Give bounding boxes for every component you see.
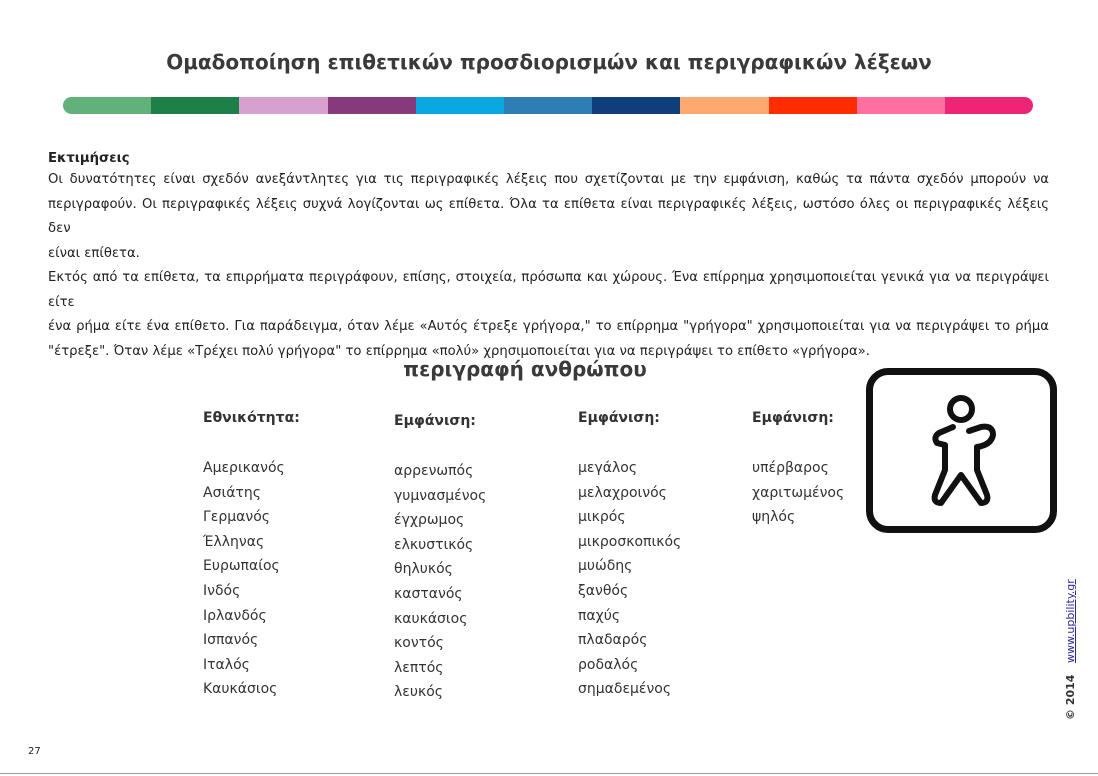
word-item: μυώδης — [578, 558, 633, 575]
word-item: αρρενωπός — [394, 463, 474, 479]
intro-line: "έτρεξε". Όταν λέμε «Τρέχει πολύ γρήγορα" το επίρρημα «πολύ» χρησιμοποιείται για να περιγράψει το επίθετο «γρήγορα». — [48, 343, 870, 359]
color-bar-segment — [416, 97, 504, 114]
word-item: σημαδεμένος — [578, 681, 672, 698]
intro-heading: Εκτιμήσεις — [48, 151, 130, 166]
intro-line: περιγραφούν. Οι περιγραφικές λέξεις συχνά λογίζονται ως επίθετα. Όλα τα επίθετα είναι περιγραφικές λέξεις, ωστόσο όλες οι περιγραφικές λέξεις δεν — [48, 196, 1049, 236]
word-item: καστανός — [394, 585, 463, 602]
word-item: Αμερικανός — [203, 460, 285, 476]
bottom-rule — [0, 773, 1098, 774]
word-item: μικροσκοπικός — [578, 533, 682, 550]
word-item: Ασιάτης — [203, 484, 261, 501]
word-column — [752, 410, 844, 534]
footer-credit — [1064, 579, 1077, 720]
intro-text — [48, 150, 1049, 364]
color-bar-segment — [151, 97, 239, 114]
word-item: χαριτωμένος — [752, 484, 845, 501]
intro-line: Οι δυνατότητες είναι σχεδόν ανεξάντλητες για τις περιγραφικές λέξεις που σχετίζονται με την εμφάνιση, καθώς τα πάντα σχεδόν μπορούν να — [48, 172, 1049, 187]
word-item: Ιταλός — [203, 656, 250, 673]
word-item: Γερμανός — [203, 509, 270, 526]
word-item: λευκός — [394, 684, 443, 701]
page-title: Ομαδοποίηση επιθετικών προσδιορισμών και περιγραφικών λέξεων — [166, 50, 932, 74]
column-header: Εμφάνιση: — [752, 410, 834, 426]
page-number: 27 — [28, 746, 41, 757]
word-item: ψηλός — [752, 509, 796, 526]
word-column — [578, 410, 681, 706]
color-bar-segment — [504, 97, 592, 114]
word-item: καυκάσιος — [394, 610, 468, 627]
word-item: Ευρωπαίος — [203, 558, 280, 575]
word-item: ελκυστικός — [394, 536, 474, 553]
word-item: ροδαλός — [578, 656, 639, 673]
color-bar-segment — [63, 97, 151, 114]
color-bar-segment — [680, 97, 768, 114]
word-column — [203, 410, 300, 706]
word-item: Έλληνας — [203, 533, 265, 550]
column-header: Εθνικότητα: — [203, 410, 300, 426]
word-item: Ινδός — [203, 582, 241, 599]
word-item: γυμνασμένος — [394, 487, 487, 504]
word-item: Ισπανός — [203, 632, 259, 649]
word-item: μικρός — [578, 509, 626, 526]
word-column — [394, 413, 486, 709]
word-item: παχύς — [578, 607, 621, 624]
word-item: Καυκάσιος — [203, 681, 278, 698]
intro-line: ένα ρήμα είτε ένα επίθετο. Για παράδειγμα, όταν λέμε «Αυτός έτρεξε γρήγορα," το επίρρημα "γρήγορα" χρησιμοποιείται για να περιγράψει το ρήμα — [48, 319, 1049, 334]
website-link[interactable]: www.upbility.gr — [1064, 579, 1077, 664]
color-bar — [63, 97, 1033, 114]
intro-line: Εκτός από τα επίθετα, τα επιρρήματα περιγράφουν, επίσης, στοιχεία, πρόσωπα και χώρους. Ένα επίρρημα χρησιμοποιείται γενικά για να περιγράψει είτε — [48, 270, 1049, 310]
color-bar-segment — [945, 97, 1033, 114]
person-icon — [866, 368, 1057, 533]
word-item: έγχρωμος — [394, 512, 465, 529]
color-bar-segment — [857, 97, 945, 114]
word-item: υπέρβαρος — [752, 460, 829, 476]
word-item: μεγάλος — [578, 460, 638, 476]
word-item: μελαχροινός — [578, 484, 667, 501]
color-bar-segment — [239, 97, 327, 114]
word-item: Ιρλανδός — [203, 607, 267, 624]
copyright: © 2014 — [1064, 674, 1077, 720]
column-header: Εμφάνιση: — [394, 413, 476, 429]
word-item: κοντός — [394, 635, 444, 652]
intro-line: είναι επίθετα. — [48, 245, 140, 261]
word-item: θηλυκός — [394, 561, 453, 578]
color-bar-segment — [328, 97, 416, 114]
color-bar-segment — [769, 97, 857, 114]
section-title: περιγραφή ανθρώπου — [403, 357, 647, 381]
word-item: λεπτός — [394, 659, 444, 676]
column-header: Εμφάνιση: — [578, 410, 660, 426]
word-item: ξανθός — [578, 582, 629, 599]
color-bar-segment — [592, 97, 680, 114]
word-item: πλαδαρός — [578, 632, 648, 649]
